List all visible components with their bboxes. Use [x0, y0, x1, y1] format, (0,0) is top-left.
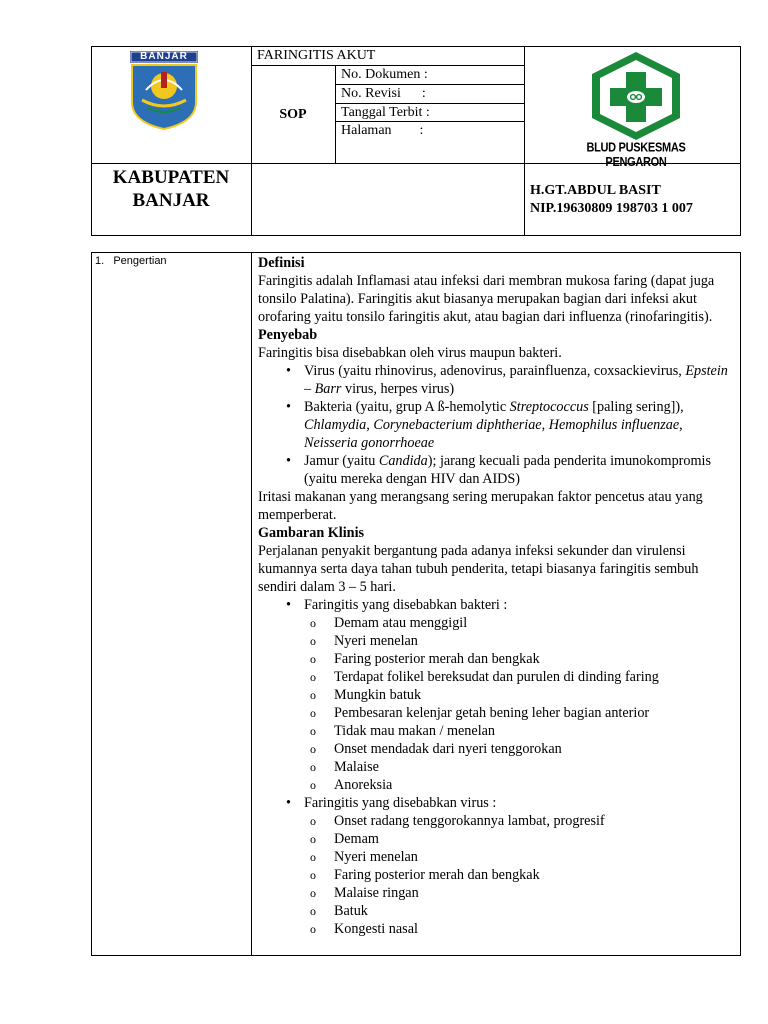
text-run: Bakteria (yaitu, grup A ß-hemolytic — [304, 399, 510, 415]
list-item: o Faring posterior merah dan bengkak — [310, 650, 736, 668]
divider — [251, 46, 252, 236]
list-item: o Tidak mau makan / menelan — [310, 722, 736, 740]
penyebab-list — [258, 362, 736, 488]
text-run: Chlamydia, Corynebacterium diphtheriae — [304, 417, 542, 433]
document-title: FARINGITIS AKUT — [257, 48, 376, 63]
divider — [335, 65, 336, 163]
divider — [524, 46, 525, 236]
puskesmas-logo-icon — [588, 50, 684, 142]
field-halaman: Halaman : — [341, 123, 424, 138]
list-item: o Nyeri menelan — [310, 848, 736, 866]
list-item: o Nyeri menelan — [310, 632, 736, 650]
text-run: Virus (yaitu rhinovirus, adenovirus, parainfluenza, coxsackievirus, — [304, 363, 686, 379]
penyebab-heading: Penyebab — [258, 327, 318, 343]
kabupaten-line2: BANJAR — [132, 190, 210, 211]
section-content — [258, 254, 736, 938]
divider — [251, 252, 252, 956]
text-run: [paling sering]), — [588, 399, 684, 415]
klinis-text: Perjalanan penyakit bergantung pada adanya infeksi sekunder dan virulensi kumannya serta daya tahan tubuh penderita, tetapi biasanya faringitis sembuh sendiri dalam 3 – 5 hari. — [258, 543, 699, 595]
list-item: o Onset mendadak dari nyeri tenggorokan — [310, 740, 736, 758]
penyebab-intro: Faringitis bisa disebabkan oleh virus maupun bakteri. — [258, 345, 562, 361]
list-item: o Kongesti nasal — [310, 920, 736, 938]
virus-symptom-list — [258, 812, 736, 938]
list-item: o Malaise — [310, 758, 736, 776]
text-run: Hemophilus influenzae — [548, 417, 680, 433]
bakteri-subheading: Faringitis yang disebabkan bakteri : — [304, 597, 508, 613]
iritasi-text: Iritasi makanan yang merangsang sering merupakan faktor pencetus atau yang memperberat. — [258, 489, 703, 523]
klinis-heading: Gambaran Klinis — [258, 525, 365, 541]
text-run: Epstein – Barr — [304, 363, 728, 397]
field-no-dokumen: No. Dokumen : — [341, 67, 428, 82]
signatory-name: H.GT.ABDUL BASIT — [530, 183, 661, 198]
list-item: o Demam — [310, 830, 736, 848]
list-item: o Malaise ringan — [310, 884, 736, 902]
list-item: o Onset radang tenggorokannya lambat, progresif — [310, 812, 736, 830]
text-run: Candida — [378, 453, 428, 469]
text-run: , — [541, 417, 549, 433]
field-tanggal-terbit: Tanggal Terbit : — [341, 105, 430, 120]
list-item — [286, 398, 736, 452]
text-run: virus, herpes virus) — [341, 381, 455, 397]
list-item: o Faring posterior merah dan bengkak — [310, 866, 736, 884]
text-run: Streptococcus — [509, 399, 589, 415]
puskesmas-logo-text: BLUD PUSKESMAS PENGARON — [586, 140, 686, 170]
list-item: o Mungkin batuk — [310, 686, 736, 704]
sop-label: SOP — [279, 107, 307, 122]
bakteri-symptom-list — [258, 614, 736, 794]
list-item: o Batuk — [310, 902, 736, 920]
divider — [335, 84, 525, 85]
text-run: Jamur (yaitu — [304, 453, 379, 469]
divider — [335, 121, 525, 122]
field-no-revisi: No. Revisi : — [341, 86, 426, 101]
definisi-heading: Definisi — [258, 255, 305, 271]
section-label: 1. Pengertian — [95, 255, 167, 267]
list-item: o Terdapat folikel bereksudat dan purulen di dinding faring — [310, 668, 736, 686]
list-item — [286, 596, 736, 794]
list-item: o Pembesaran kelenjar getah bening leher bagian anterior — [310, 704, 736, 722]
kabupaten-name — [91, 166, 251, 212]
text-run: Neisseria gonorrhoeae — [304, 435, 435, 451]
emblem-banner-text: BANJAR — [140, 51, 188, 62]
virus-subheading: Faringitis yang disebabkan virus : — [304, 795, 497, 811]
list-item: o Demam atau menggigil — [310, 614, 736, 632]
kabupaten-line1: KABUPATEN — [112, 167, 230, 188]
signatory-nip: NIP.19630809 198703 1 007 — [530, 201, 693, 216]
text-run: , — [679, 417, 683, 433]
list-item: o Anoreksia — [310, 776, 736, 794]
divider — [251, 65, 525, 66]
definisi-text: Faringitis adalah Inflamasi atau infeksi dari membran mukosa faring (dapat juga tonsilo Palatina). Faringitis akut biasanya merupakan bagian dari infeksi akut orofaring yaitu tonsilo faringitis akut, atau bagian dari influenza (rinofaringitis). — [258, 273, 715, 325]
klinis-list — [258, 596, 736, 938]
divider — [335, 103, 525, 104]
list-item — [286, 452, 736, 488]
text-run: ); jarang kecuali pada penderita imunokompromis (yaitu mereka dengan HIV dan AIDS) — [304, 453, 711, 487]
list-item — [286, 794, 736, 938]
list-item — [286, 362, 736, 398]
